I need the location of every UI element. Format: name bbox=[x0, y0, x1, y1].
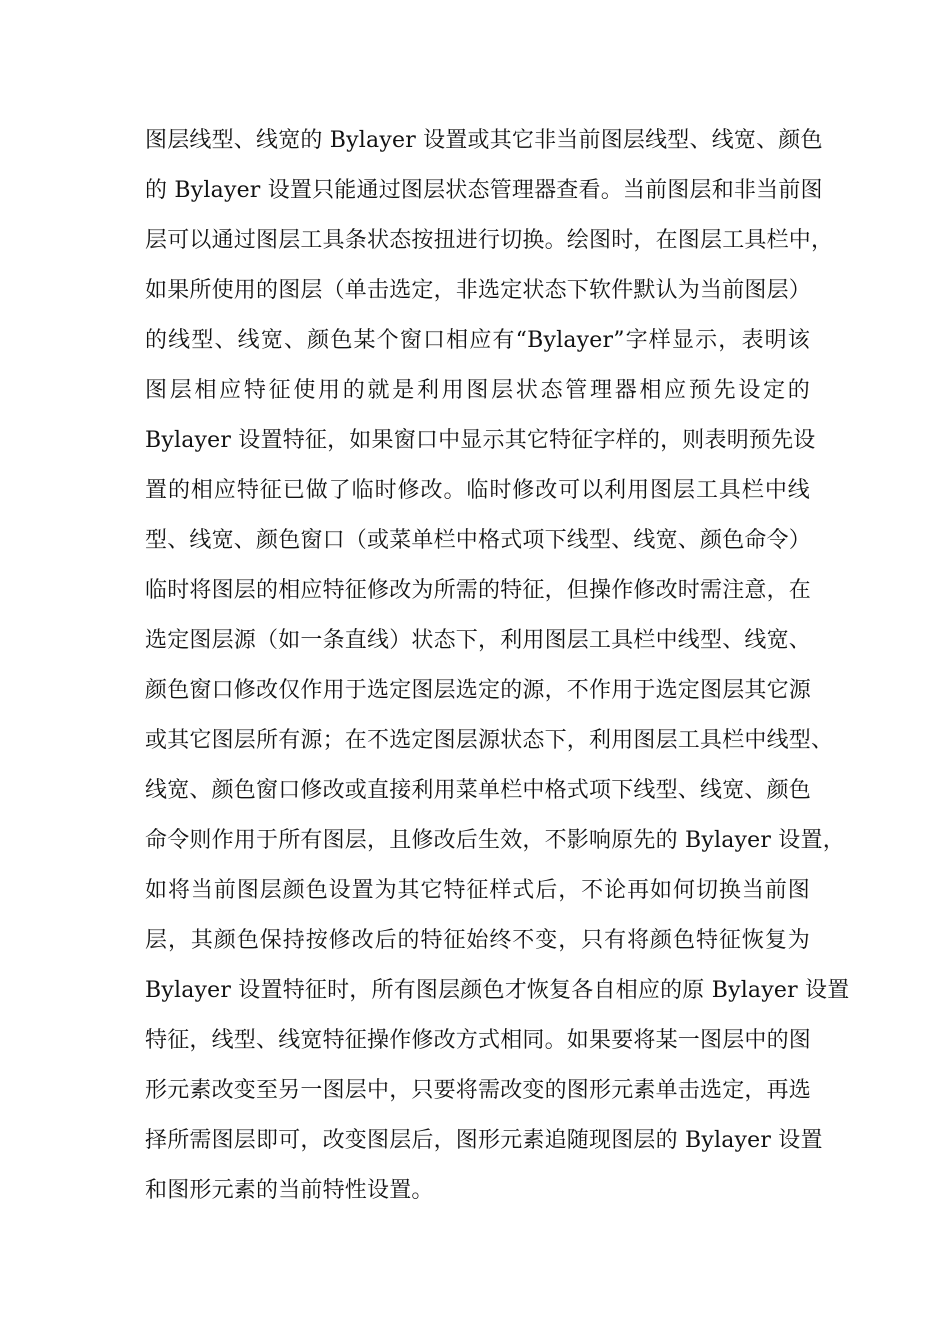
text-line-13: 或其它图层所有源；在不选定图层源状态下，利用图层工具栏中线型、 bbox=[145, 728, 834, 753]
text-line-15: 命令则作用于所有图层，且修改后生效，不影响原先的 Bylayer 设置， bbox=[145, 828, 845, 853]
text-line-11: 选定图层源（如一条直线）状态下，利用图层工具栏中线型、线宽、 bbox=[145, 628, 812, 653]
text-line-20: 形元素改变至另一图层中，只要将需改变的图形元素单击选定，再选 bbox=[145, 1078, 812, 1103]
text-line-8: 置的相应特征已做了临时修改。临时修改可以利用图层工具栏中线 bbox=[145, 478, 810, 503]
text-line-17: 层，其颜色保持按修改后的特征始终不变，只有将颜色特征恢复为 bbox=[145, 928, 810, 953]
text-line-22: 和图形元素的当前特性设置。 bbox=[145, 1178, 434, 1203]
text-line-1: 图层线型、线宽的 Bylayer 设置或其它非当前图层线型、线宽、颜色 bbox=[145, 128, 823, 153]
text-line-19: 特征，线型、线宽特征操作修改方式相同。如果要将某一图层中的图 bbox=[145, 1028, 812, 1053]
text-line-5: 的线型、线宽、颜色某个窗口相应有“Bylayer”字样显示，表明该 bbox=[145, 328, 810, 353]
text-line-14: 线宽、颜色窗口修改或直接利用菜单栏中格式项下线型、线宽、颜色 bbox=[145, 778, 812, 803]
text-line-6: 图层相应特征使用的就是利用图层状态管理器相应预先设定的 bbox=[145, 378, 810, 403]
text-line-21: 择所需图层即可，改变图层后，图形元素追随现图层的 Bylayer 设置 bbox=[145, 1128, 823, 1153]
text-line-16: 如将当前图层颜色设置为其它特征样式后，不论再如何切换当前图 bbox=[145, 878, 810, 903]
text-line-10: 临时将图层的相应特征修改为所需的特征，但操作修改时需注意，在 bbox=[145, 578, 812, 603]
text-line-4: 如果所使用的图层（单击选定，非选定状态下软件默认为当前图层） bbox=[145, 278, 812, 303]
text-line-7: Bylayer 设置特征，如果窗口中显示其它特征字样的，则表明预先设 bbox=[145, 428, 816, 453]
text-line-2: 的 Bylayer 设置只能通过图层状态管理器查看。当前图层和非当前图 bbox=[145, 178, 823, 203]
text-line-9: 型、线宽、颜色窗口（或菜单栏中格式项下线型、线宽、颜色命令） bbox=[145, 528, 812, 553]
body-paragraph bbox=[145, 116, 850, 1216]
text-line-18: Bylayer 设置特征时，所有图层颜色才恢复各自相应的原 Bylayer 设置 bbox=[145, 978, 850, 1003]
text-line-3: 层可以通过图层工具条状态按扭进行切换。绘图时，在图层工具栏中， bbox=[145, 228, 834, 253]
text-line-12: 颜色窗口修改仅作用于选定图层选定的源，不作用于选定图层其它源 bbox=[145, 678, 812, 703]
